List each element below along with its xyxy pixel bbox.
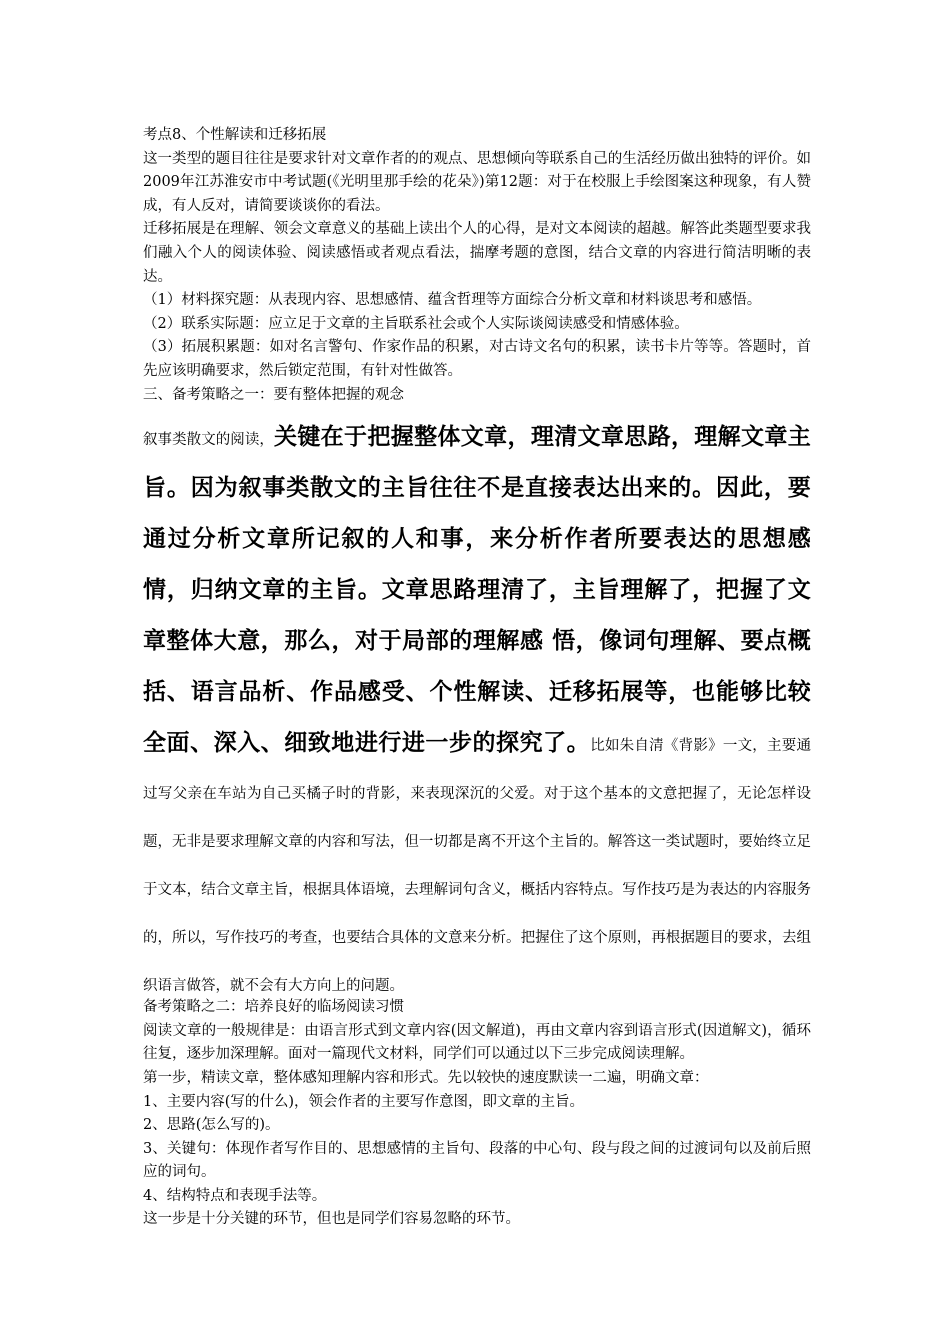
section-heading-strategy-1: 三、备考策略之一：要有整体把握的观念 — [143, 386, 404, 403]
list-item: 3、关键句：体现作者写作目的、思想感情的主旨句、段落的中心句、段与段之间的过渡词句以及前后照应的词句。 — [143, 1140, 811, 1181]
paragraph-intro: 叙事类散文的阅读， — [143, 432, 274, 449]
paragraph-tail: 比如朱自清《背影》一文，主要通过写父亲在车站为自己买橘子时的背影，来表现深沉的父爱。对于这个基本的文意把握了，无论怎样设题，无非是要求理解文章的内容和写法，但一切都是离不开这个主旨的。解答这一类试题时，要始终立足于文本，结合文章主旨，根据具体语境，去理解词句含义，概括内容特点。写作技巧是为表达的内容服务的，所以，写作技巧的考查，也要结合具体的文意来分析。把握住了这个原则，再根据题目的要求，去组织语言做答，就不会有大方向上的问题。 — [143, 738, 812, 995]
list-item: 2、思路(怎么写的)。 — [143, 1117, 280, 1134]
emphasis-paragraph — [143, 413, 811, 1010]
section-heading-strategy-2: 备考策略之二：培养良好的临场阅读习惯 — [143, 999, 404, 1016]
document-body — [143, 124, 811, 1232]
paragraph: 第一步，精读文章，整体感知理解内容和形式。先以较快的速度默读一二遍，明确文章： — [143, 1069, 709, 1086]
paragraph: 迁移拓展是在理解、领会文章意义的基础上读出个人的心得，是对文本阅读的超越。解答此类题型要求我们融入个人的阅读体验、阅读感悟或者观点看法，揣摩考题的意图，结合文章的内容进行简洁明晰的表达。 — [143, 221, 811, 285]
list-item: 4、结构特点和表现手法等。 — [143, 1187, 327, 1204]
bold-emphasis-text: 关键在于把握整体文章，理清文章思路，理解文章主旨。因为叙事类散文的主旨往往不是直接表达出来的。因此，要通过分析文章所记叙的人和事，来分析作者所要表达的思想感情，归纳文章的主旨。文章思路理清了，主旨理解了，把握了文章整体大意，那么，对于局部的理解感 悟，像词句理解、要点概括、语言品析、作品感受、个性解读、迁移拓展等，也能够比较全面、深入、细致地进行进一步的探究了。 — [143, 424, 811, 757]
paragraph: 这一步是十分关键的环节，但也是同学们容易忽略的环节。 — [143, 1211, 520, 1228]
list-item: （2）联系实际题：应立足于文章的主旨联系社会或个人实际谈阅读感受和情感体验。 — [143, 315, 689, 332]
section-heading-8: 考点8、个性解读和迁移拓展 — [143, 127, 327, 143]
list-item: 1、主要内容(写的什么)，领会作者的主要写作意图，即文章的主旨。 — [143, 1093, 585, 1110]
paragraph: 阅读文章的一般规律是：由语言形式到文章内容(因文解道)，再由文章内容到语言形式(因道解文)，循环往复，逐步加深理解。面对一篇现代文材料，同学们可以通过以下三步完成阅读理解。 — [143, 1022, 811, 1063]
list-item: （1）材料探究题：从表现内容、思想感情、蕴含哲理等方面综合分析文章和材料谈思考和感悟。 — [143, 292, 762, 309]
list-item: （3）拓展积累题：如对名言警句、作家作品的积累，对古诗文名句的积累，读书卡片等等。答题时，首先应该明确要求，然后锁定范围，有针对性做答。 — [143, 339, 811, 379]
paragraph: 这一类型的题目往往是要求针对文章作者的的观点、思想倾向等联系自己的生活经历做出独特的评价。如2009年江苏淮安市中考试题(《光明里那手绘的花朵》)第12题：对于在校服上手绘图案这种现象，有人赞成，有人反对，请简要谈谈你的看法。 — [143, 150, 811, 214]
